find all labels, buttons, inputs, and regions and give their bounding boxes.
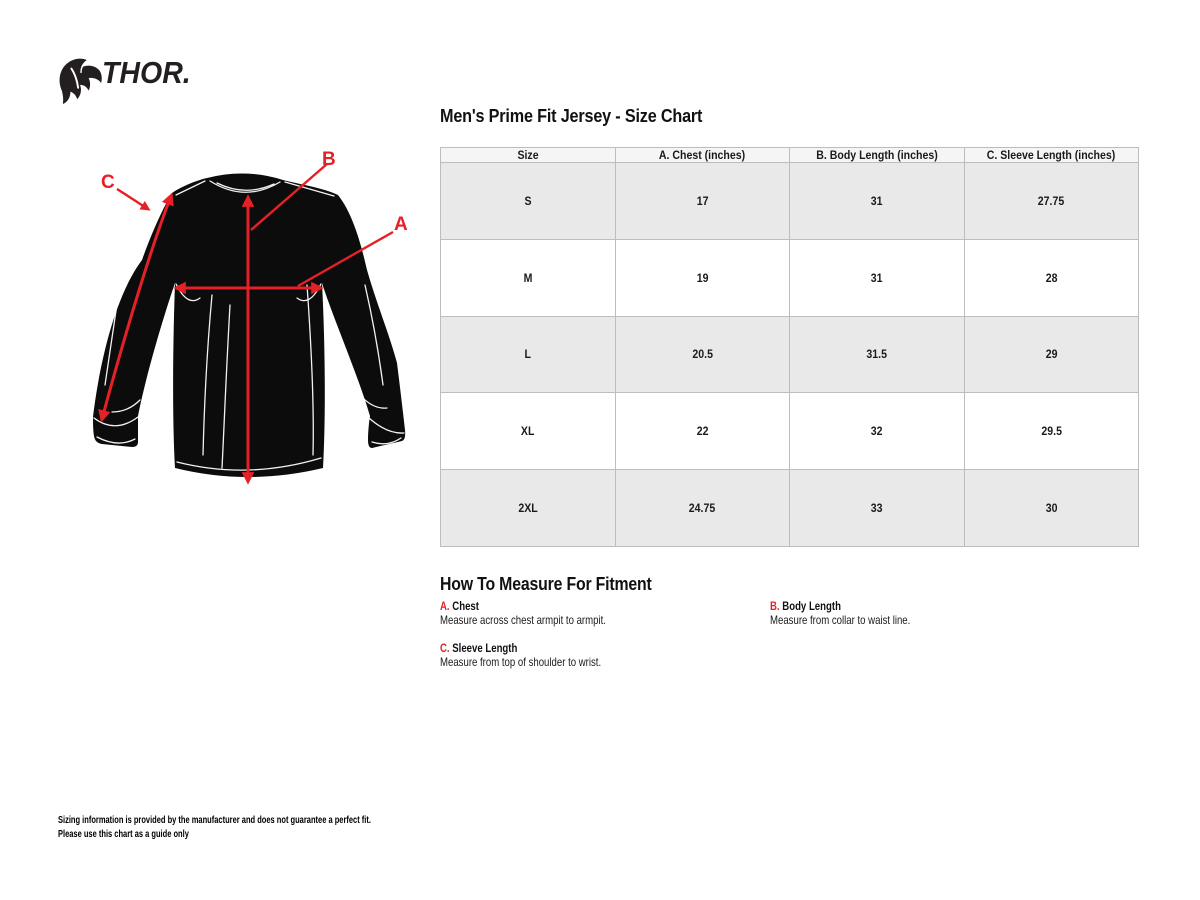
cell-sleeve-length: 27.75	[964, 163, 1139, 240]
measure-name-body-length: Body Length	[782, 599, 841, 613]
thor-goat-icon	[58, 56, 104, 108]
measure-description-body-length: Measure from collar to waist line.	[770, 613, 911, 627]
measure-description-sleeve-length: Measure from top of shoulder to wrist.	[440, 655, 602, 669]
jersey-measurement-diagram	[60, 150, 440, 520]
measure-item-body-length	[770, 599, 910, 627]
cell-chest: 17	[615, 163, 790, 240]
cell-body-length: 31	[790, 163, 965, 240]
cell-chest: 20.5	[615, 316, 790, 393]
how-to-measure-heading: How To Measure For Fitment	[440, 574, 652, 594]
size-chart-table	[440, 147, 1139, 547]
measure-name-sleeve-length: Sleeve Length	[452, 641, 518, 655]
measure-name-chest: Chest	[452, 599, 479, 613]
measure-description-chest: Measure across chest armpit to armpit.	[440, 613, 606, 627]
disclaimer	[58, 814, 371, 841]
measure-item-sleeve-length	[440, 641, 601, 669]
table-row	[441, 393, 1139, 470]
column-header-chest: A. Chest (inches)	[615, 148, 790, 163]
cell-sleeve-length: 28	[964, 239, 1139, 316]
table-row	[441, 163, 1139, 240]
thor-wordmark: THOR.	[102, 55, 191, 90]
table-row	[441, 316, 1139, 393]
label-c: C	[101, 172, 115, 193]
table-row	[441, 239, 1139, 316]
table-header-row	[441, 148, 1139, 163]
measure-item-title	[440, 641, 601, 655]
measure-item-title	[770, 599, 910, 613]
cell-size: M	[441, 239, 616, 316]
cell-sleeve-length: 29.5	[964, 393, 1139, 470]
cell-body-length: 33	[790, 470, 965, 547]
label-c-leader-line	[117, 189, 148, 209]
measure-item-title	[440, 599, 606, 613]
cell-body-length: 32	[790, 393, 965, 470]
page-title: Men's Prime Fit Jersey - Size Chart	[440, 106, 703, 126]
measure-key-a: A.	[440, 599, 450, 613]
measure-key-b: B.	[770, 599, 780, 613]
column-header-sleeve-length: C. Sleeve Length (inches)	[964, 148, 1139, 163]
table-row	[441, 470, 1139, 547]
cell-sleeve-length: 29	[964, 316, 1139, 393]
measure-item-chest	[440, 599, 606, 627]
cell-sleeve-length: 30	[964, 470, 1139, 547]
cell-chest: 24.75	[615, 470, 790, 547]
cell-chest: 22	[615, 393, 790, 470]
cell-body-length: 31	[790, 239, 965, 316]
cell-size: L	[441, 316, 616, 393]
cell-body-length: 31.5	[790, 316, 965, 393]
cell-size: 2XL	[441, 470, 616, 547]
measure-key-c: C.	[440, 641, 450, 655]
thor-logo	[58, 54, 258, 110]
disclaimer-line-2: Please use this chart as a guide only	[58, 828, 189, 840]
disclaimer-line-1: Sizing information is provided by the manufacturer and does not guarantee a perfect fit.	[58, 815, 371, 826]
column-header-size: Size	[441, 148, 616, 163]
label-a: A	[394, 214, 408, 235]
label-b: B	[322, 150, 336, 170]
column-header-body-length: B. Body Length (inches)	[790, 148, 965, 163]
cell-size: XL	[441, 393, 616, 470]
cell-chest: 19	[615, 239, 790, 316]
cell-size: S	[441, 163, 616, 240]
